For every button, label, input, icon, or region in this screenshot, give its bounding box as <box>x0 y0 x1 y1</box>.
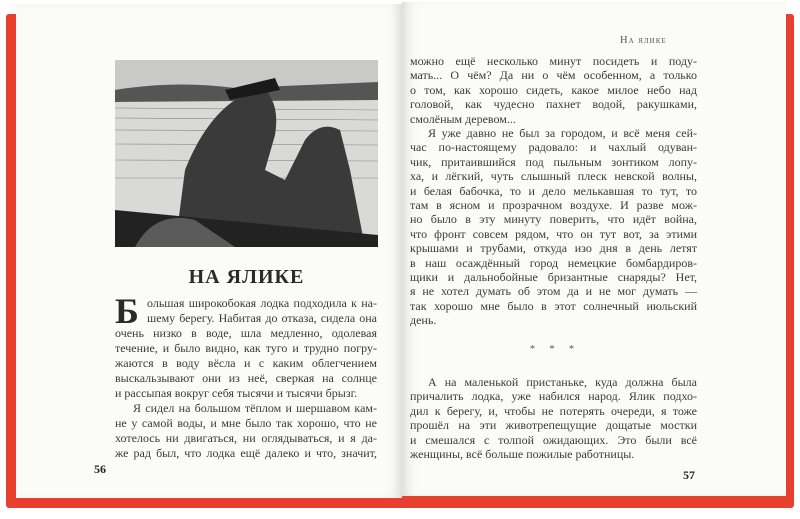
text-line: головой, как чудесно пахнет водой, ракушками, <box>410 97 697 112</box>
text-line: в наш осаждённый город немецкие бомбардиров- <box>410 255 697 270</box>
text-line: дил к берегу, и, чтобы не потерять очереди, я тоже <box>410 403 697 418</box>
page-number-left: 56 <box>94 462 106 476</box>
text-line: ха, и лёгкий, чуть слышный плеск невской волны, <box>410 169 697 184</box>
text-line: и белая бабочка, то и дело мелькавшая то тут, то <box>410 183 697 198</box>
text-line: о том, как хорошо сидеть, какое милое небо над <box>410 82 697 97</box>
text-line: час по-настоящему радовало: и чахлый одуван- <box>410 140 697 155</box>
text-line: и рассыпая вокруг себя тысячи и тысячи брызг. <box>115 386 358 400</box>
text-line: А на маленькой пристаньке, куда должна была <box>428 375 697 389</box>
text-line: мать... О чём? Да ни о чём особенном, а только <box>410 68 697 83</box>
text-line: ольшая широкобокая лодка подходила к на- <box>147 296 377 310</box>
text-line: что фронт совсем рядом, что он тут вот, за этими <box>410 226 697 241</box>
text-line: можно ещё несколько минут посидеть и поду- <box>410 54 697 68</box>
running-header: На ялике <box>620 35 667 46</box>
text-line: я не хотел думать об этом да и не мог думать — <box>410 284 697 299</box>
text-line: женщины, всё больше пожилые работницы. <box>410 447 635 461</box>
text-line: и смешался с толпой ожидающих. Это были всё <box>410 432 697 447</box>
text-line: прошёл на эти животрепещущие дощатые мостки <box>410 418 697 433</box>
text-line: причалить лодка, уже набился народ. Ялик подхо- <box>410 389 697 404</box>
text-line: чик, притаившийся под пыльным зонтиком лопу- <box>410 154 697 169</box>
text-line: шему берегу. Набитая до отказа, сидела она <box>147 311 377 325</box>
text-line: Я сидел на большом тёплом и шершавом кам- <box>133 401 377 415</box>
illustration-boat-scene <box>115 60 378 247</box>
text-line: выскальзывают они из неё, сверкая на солнце <box>115 371 377 385</box>
text-line: так хорошо мне было в этот солнечный июльский <box>410 298 697 313</box>
section-separator: * * * <box>530 344 580 355</box>
text-line: крышами и трубами, откуда изо дня в день летят <box>410 241 697 256</box>
text-line: же рад был, что лодка ещё далеко и что, значит, <box>115 446 377 460</box>
page-number-right: 57 <box>683 468 695 482</box>
chapter-title: НА ЯЛИКЕ <box>188 266 305 288</box>
text-line: не у самой воды, и мне было так хорошо, что не <box>115 416 377 430</box>
text-line: но было в эту минуту поверить, что идёт война, <box>410 212 697 227</box>
text-line: там в ясном и прозрачном воздухе. И разве мож- <box>410 198 697 212</box>
text-line: день. <box>410 313 437 328</box>
text-line: очень низко в воде, шла медленно, одолевая <box>115 326 377 340</box>
text-line: смолёным деревом... <box>410 111 516 126</box>
text-line: щики и дальнобойные бризантные снаряды? Нет, <box>410 270 697 284</box>
text-line: течение, и было видно, как туго и трудно погру- <box>115 341 377 355</box>
text-line: Я уже давно не был за городом, и всё меня сей- <box>428 126 697 140</box>
drop-cap: Б <box>115 291 139 331</box>
text-line: жаются в воду вёсла и с каким облегчением <box>115 356 377 370</box>
text-line: хотелось ни двигаться, ни оглядываться, и я да- <box>115 431 377 445</box>
